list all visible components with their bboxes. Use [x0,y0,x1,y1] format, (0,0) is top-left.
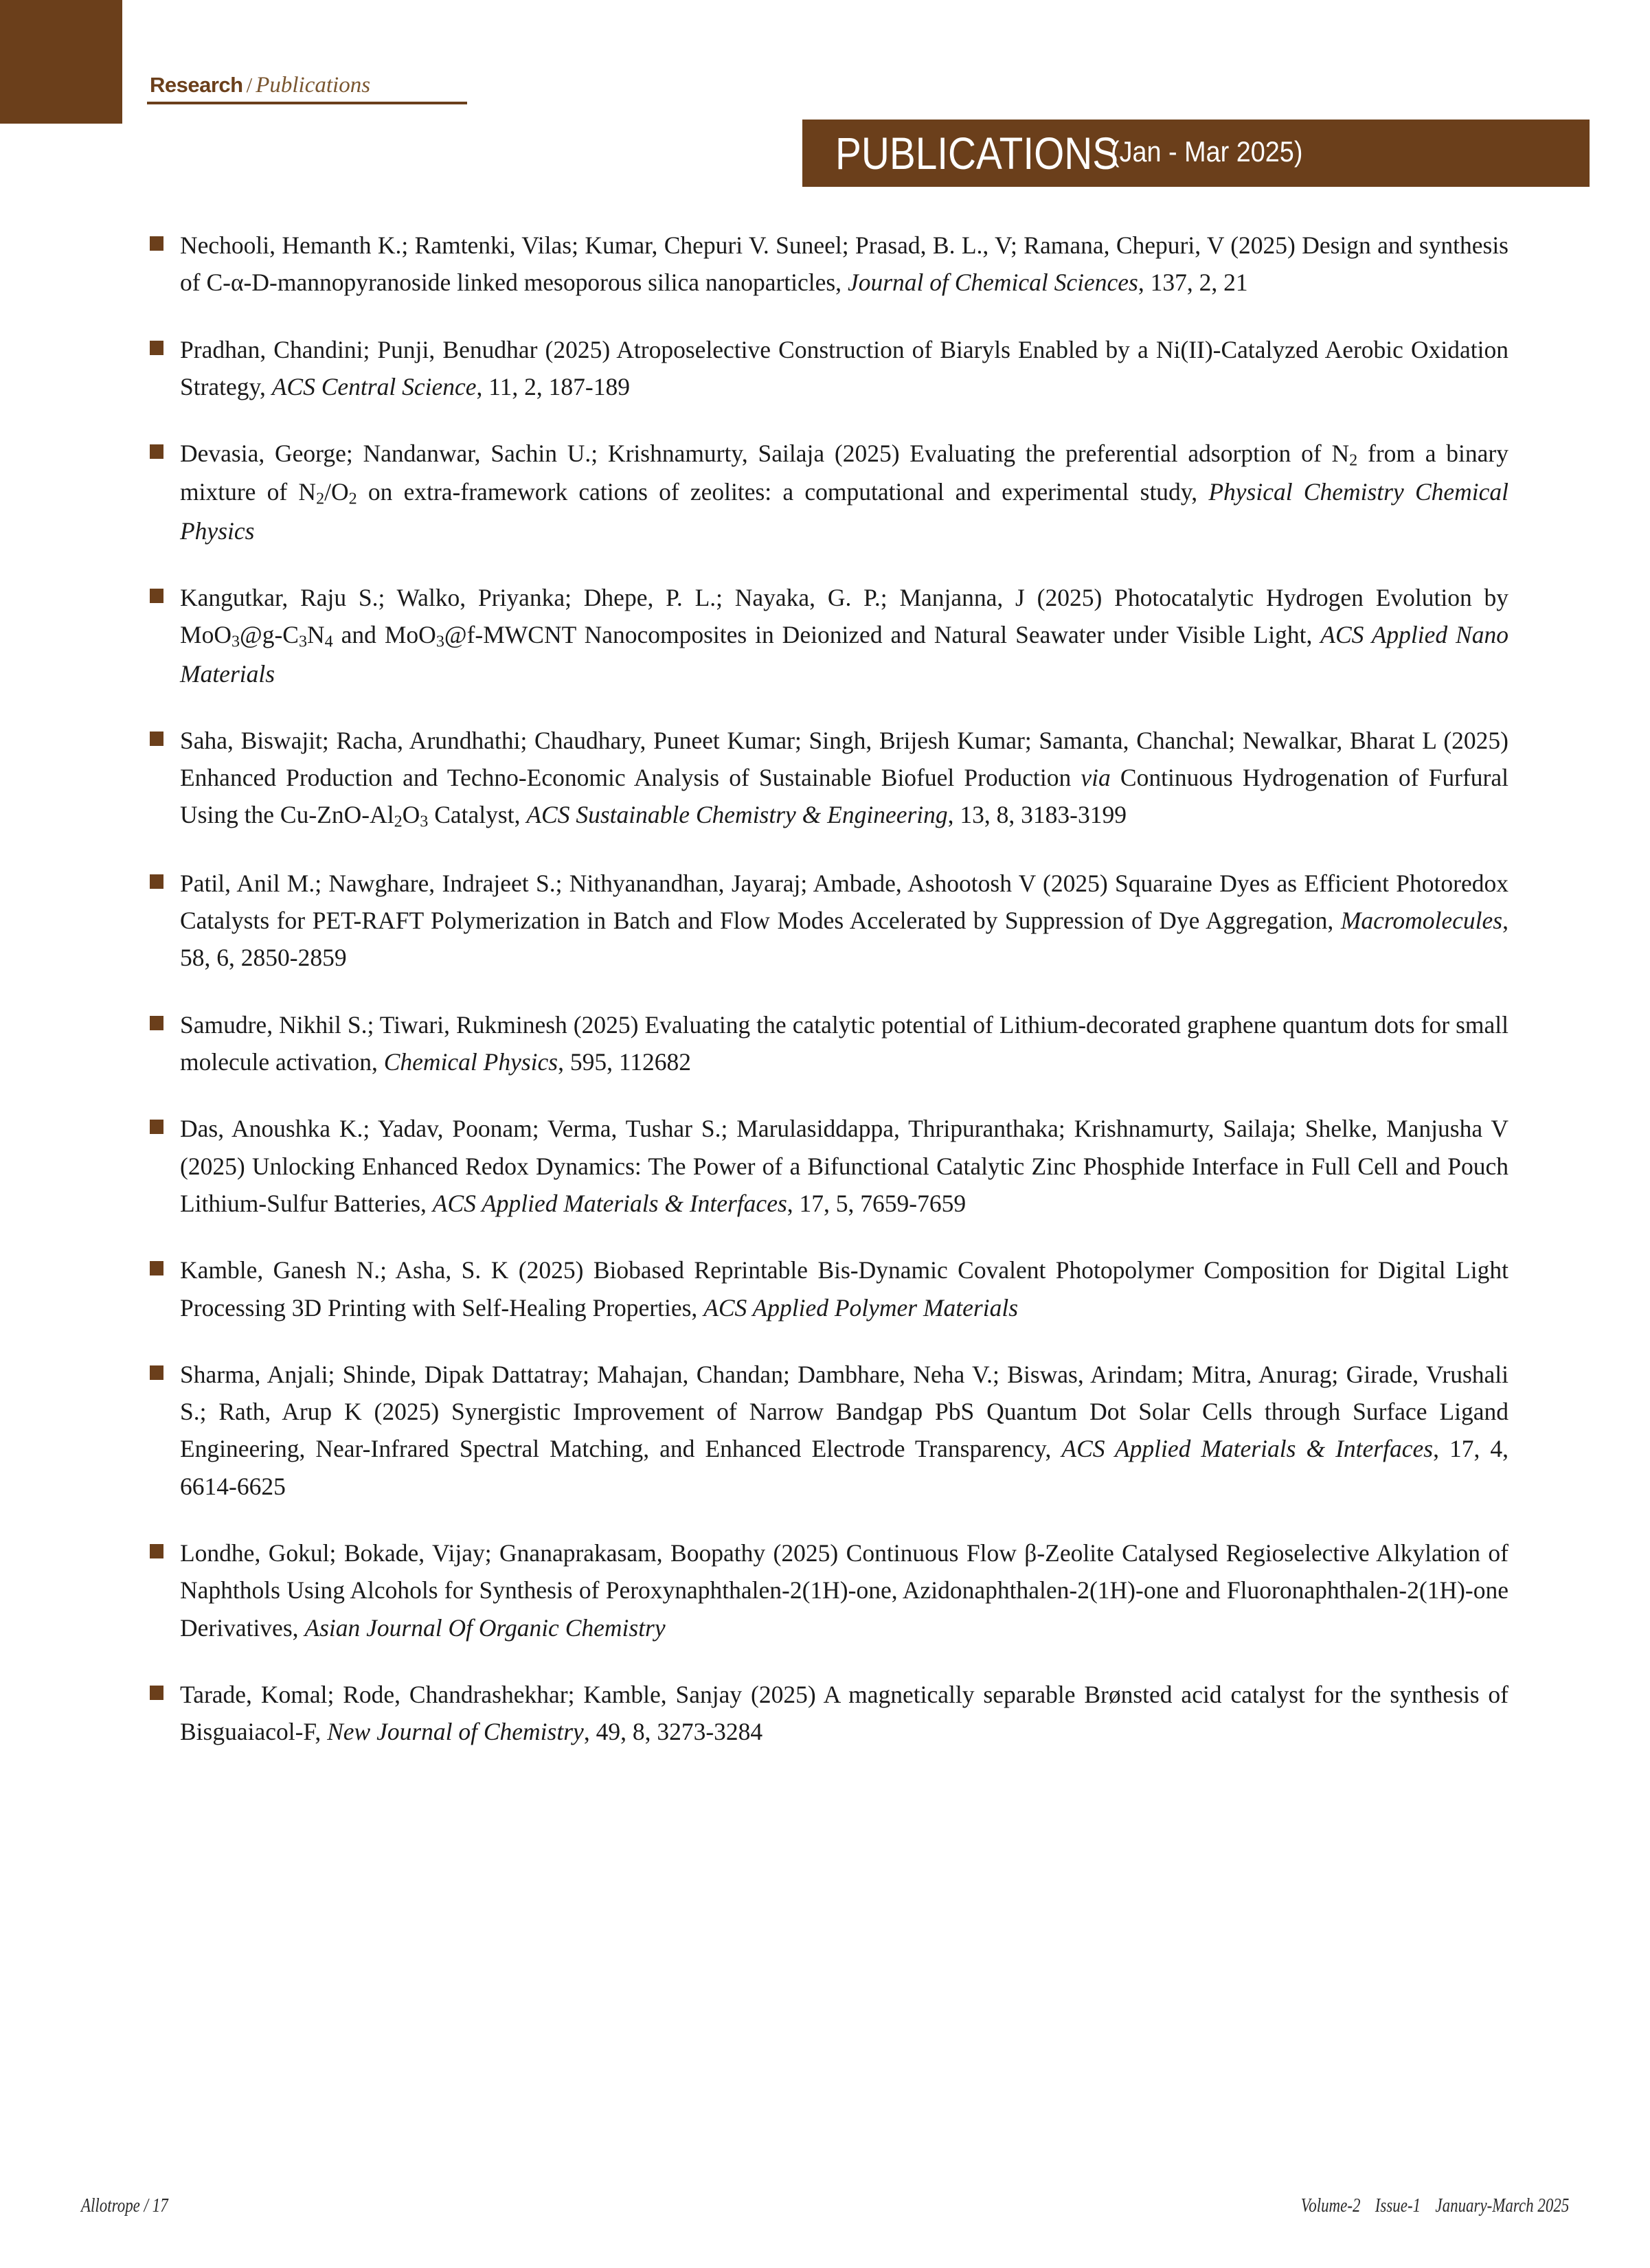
publication-citation-text: Patil, Anil M.; Nawghare, Indrajeet S.; Nithyanandhan, Jayaraj; Ambade, Ashootosh V (2025) Squaraine Dyes as Efficient Photoredox Catalysts for PET-RAFT Polymerization in Batch and Flow Modes Accelerated by Suppression of Dye Aggregation, Macromolecules, 58, 6, 2850-2859 [180,869,1508,972]
publication-citation-text: Saha, Biswajit; Racha, Arundhathi; Chaudhary, Puneet Kumar; Singh, Brijesh Kumar; Samanta, Chanchal; Newalkar, Bharat L (2025) Enhanced Production and Techno-Economic Analysis of Sustainable Biofuel Production via Continuous Hydrogenation of Furfural Using the $Cu-ZnO-Al_2O_3$ Catalyst, ACS Sustainable Chemistry & Engineering, 13, 8, 3183-3199 [180,726,1508,831]
publication-entry [147,1676,1508,1751]
publication-citation-text: Devasia, George; Nandanwar, Sachin U.; Krishnamurty, Sailaja (2025) Evaluating the preferential adsorption of $N_2$ from a binary mixture of $N_2/O_2$ on extra-framework cations of zeolites: a computational and experimental study, Physical Chemistry Chemical Physics [180,440,1508,545]
bullet-square-icon [150,1120,163,1134]
header-accent-block [0,0,122,124]
publication-citation-text: Tarade, Komal; Rode, Chandrashekhar; Kamble, Sanjay (2025) A magnetically separable Brønsted acid catalyst for the synthesis of Bisguaiacol-F, New Journal of Chemistry, 49, 8, 3273-3284 [180,1681,1508,1746]
bullet-square-icon [150,589,163,603]
page-title-date-range: (Jan - Mar 2025) [1111,135,1303,168]
publication-entry [147,331,1508,406]
publication-entry [147,722,1508,835]
bullet-square-icon [150,341,163,355]
publication-citation-text: Kamble, Ganesh N.; Asha, S. K (2025) Biobased Reprintable Bis-Dynamic Covalent Photopolymer Composition for Digital Light Processing 3D Printing with Self-Healing Properties, ACS Applied Polymer Materials [180,1256,1508,1322]
bullet-square-icon [150,1261,163,1275]
publication-citation-text: Kangutkar, Raju S.; Walko, Priyanka; Dhepe, P. L.; Nayaka, G. P.; Manjanna, J (2025) Photocatalytic Hydrogen Evolution by $MoO_3@g-C_3N_4$ and MoO$_3$@f-MWCNT Nanocomposites in Deionized and Natural Seawater under Visible Light, ACS Applied Nano Materials [180,584,1508,688]
footer-volume: Volume-2 [1300,2195,1361,2216]
breadcrumb-separator: / [246,73,253,97]
publication-entry [147,865,1508,977]
bullet-square-icon [150,236,163,251]
publication-entry [147,1534,1508,1646]
breadcrumb-underline [147,102,467,104]
footer-issue: Issue-1 [1375,2195,1421,2216]
bullet-square-icon [150,1544,163,1558]
breadcrumb-subsection: Publications [256,73,371,98]
bullet-square-icon [150,1686,163,1700]
breadcrumb-section: Research [150,73,243,97]
publication-citation-text: Nechooli, Hemanth K.; Ramtenki, Vilas; Kumar, Chepuri V. Suneel; Prasad, B. L., V; Ramana, Chepuri, V (2025) Design and synthesis of C-α-D-mannopyranoside linked mesoporous silica nanoparticles, Journal of Chemical Sciences, 137, 2, 21 [180,231,1508,297]
breadcrumb [147,74,470,118]
bullet-square-icon [150,1016,163,1030]
bullet-square-icon [150,874,163,889]
bullet-square-icon [150,1365,163,1380]
publication-entry [147,1251,1508,1326]
publication-citation-text: Samudre, Nikhil S.; Tiwari, Rukminesh (2025) Evaluating the catalytic potential of Lithium-decorated graphene quantum dots for small molecule activation, Chemical Physics, 595, 112682 [180,1010,1508,1076]
publication-citation-text: Londhe, Gokul; Bokade, Vijay; Gnanaprakasam, Boopathy (2025) Continuous Flow β-Zeolite Catalysed Regioselective Alkylation of Naphthols Using Alcohols for Synthesis of Peroxynaphthalen-2(1H)-one, Azidonaphthalen-2(1H)-one and Fluoronaphthalen-2(1H)-one Derivatives, Asian Journal Of Organic Chemistry [180,1539,1508,1642]
publication-list [147,227,1508,1780]
publication-entry [147,579,1508,692]
publication-entry [147,1356,1508,1505]
page-title: PUBLICATIONS [835,128,1119,179]
publication-entry [147,227,1508,302]
publication-citation-text: Das, Anoushka K.; Yadav, Poonam; Verma, Tushar S.; Marulasiddappa, Thripuranthaka; Krishnamurty, Sailaja; Shelke, Manjusha V (2025) Unlocking Enhanced Redox Dynamics: The Power of a Bifunctional Catalytic Zinc Phosphide Interface in Full Cell and Pouch Lithium-Sulfur Batteries, ACS Applied Materials & Interfaces, 17, 5, 7659-7659 [180,1115,1508,1217]
publication-citation-text: Sharma, Anjali; Shinde, Dipak Dattatray; Mahajan, Chandan; Dambhare, Neha V.; Biswas, Arindam; Mitra, Anurag; Girade, Vrushali S.; Rath, Arup K (2025) Synergistic Improvement of Narrow Bandgap PbS Quantum Dot Solar Cells through Surface Ligand Engineering, Near-Infrared Spectral Matching, and Enhanced Electrode Transparency, ACS Applied Materials & Interfaces, 17, 4, 6614-6625 [180,1360,1509,1500]
footer-issue-info [1300,2195,1569,2217]
footer-publication-page: Allotrope / 17 [81,2195,168,2216]
footer-period: January-March 2025 [1435,2195,1569,2216]
page-footer [0,2195,1650,2236]
publication-citation-text: Pradhan, Chandini; Punji, Benudhar (2025) Atroposelective Construction of Biaryls Enabled by a Ni(II)-Catalyzed Aerobic Oxidation Strategy, ACS Central Science, 11, 2, 187-189 [180,335,1508,400]
bullet-square-icon [150,444,163,459]
publication-entry [147,1110,1508,1222]
publication-entry [147,435,1508,549]
bullet-square-icon [150,732,163,746]
publication-entry [147,1006,1508,1081]
page-title-banner [802,120,1590,187]
